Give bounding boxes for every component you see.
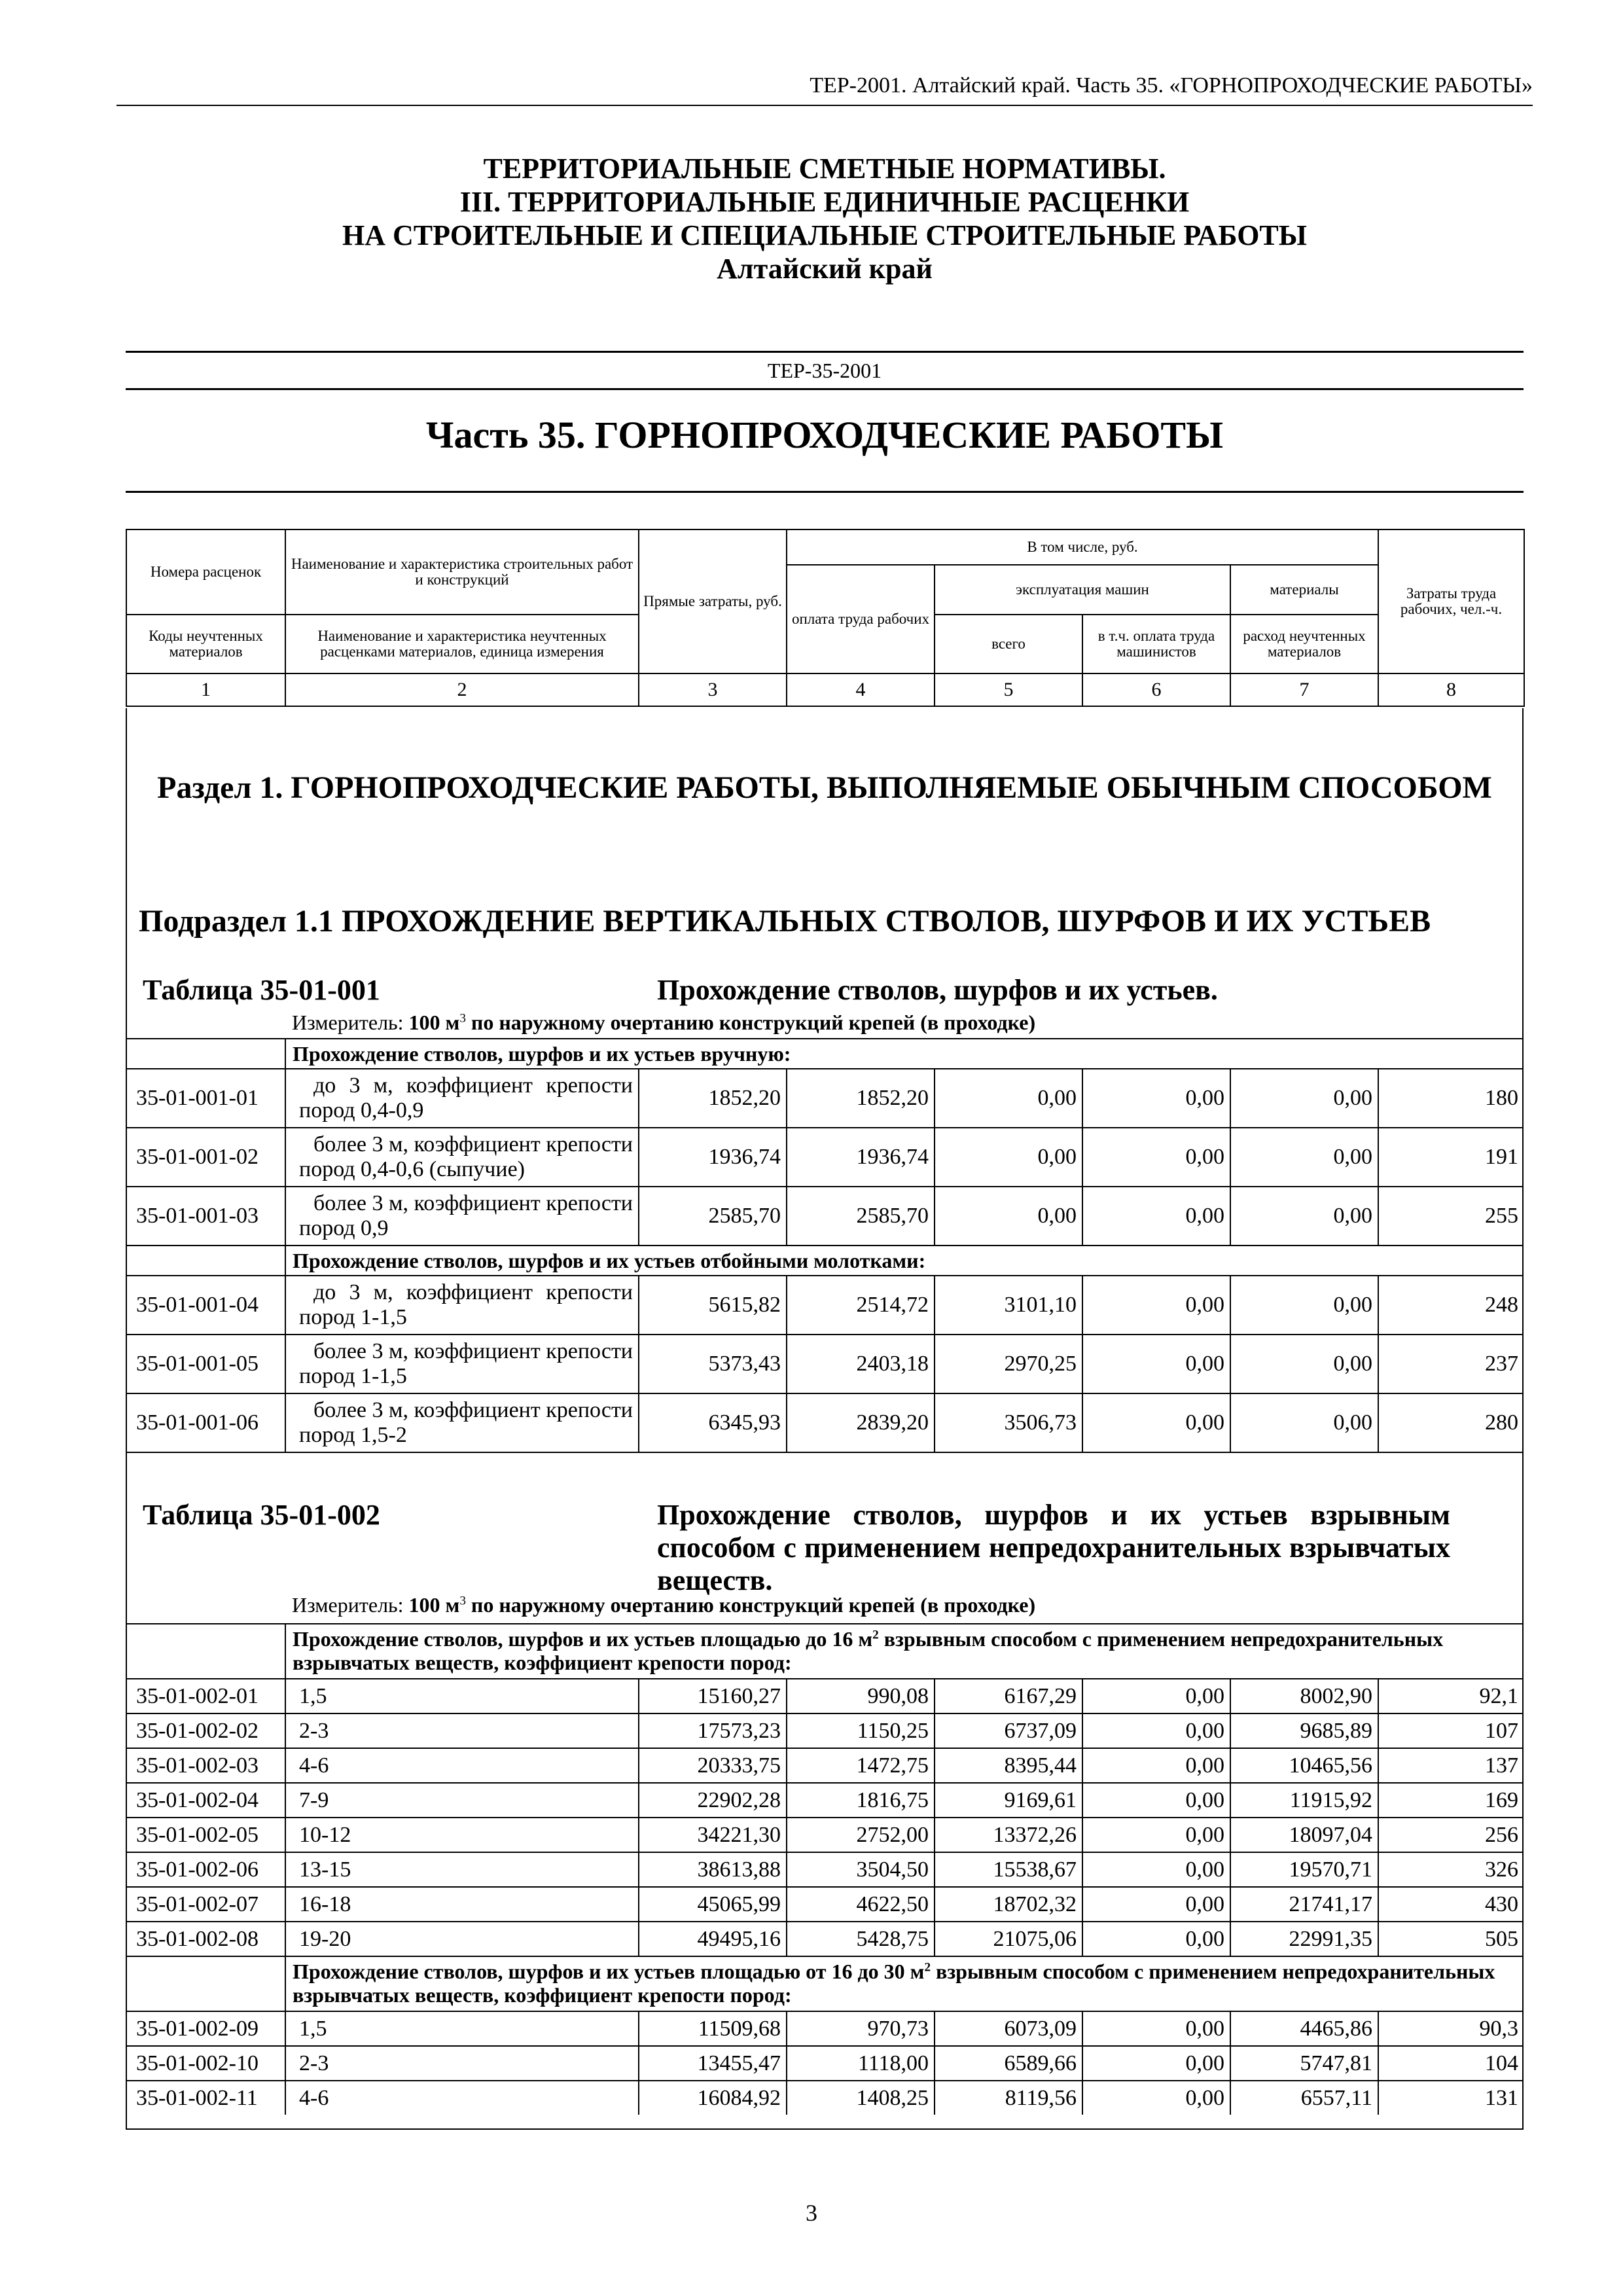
cell-code: 35-01-002-02 xyxy=(136,1718,259,1743)
table-row xyxy=(126,1393,1524,1453)
cell-labor-pay: 1408,25 xyxy=(786,2081,934,2115)
cell-machinist-pay: 0,00 xyxy=(1082,1818,1230,1852)
cell-machines-total: 6589,66 xyxy=(934,2047,1082,2080)
cell-direct-cost: 6345,93 xyxy=(638,1394,786,1452)
col1-bottom-header: Коды неучтенных материалов xyxy=(126,615,285,673)
cell-labor-hours: 237 xyxy=(1378,1335,1524,1393)
cell-labor-pay: 2514,72 xyxy=(786,1276,934,1334)
table-row xyxy=(126,1186,1524,1245)
section-title: Раздел 1. ГОРНОПРОХОДЧЕСКИЕ РАБОТЫ, ВЫПОЛНЯЕМЫЕ ОБЫЧНЫМ СПОСОБОМ xyxy=(157,770,1492,805)
group-label xyxy=(285,1957,1524,2011)
page-number: 3 xyxy=(806,2200,817,2226)
col2-bottom-header: Наименование и характеристика неучтенных расценками материалов, единица измерения xyxy=(285,615,639,673)
cell-name: 1,5 xyxy=(285,2012,638,2045)
cell-labor-hours: 326 xyxy=(1378,1853,1524,1886)
cell-labor-hours: 191 xyxy=(1378,1128,1524,1186)
cell-labor-pay: 2839,20 xyxy=(786,1394,934,1452)
cell-code: 35-01-001-01 xyxy=(136,1086,259,1110)
cell-machinist-pay: 0,00 xyxy=(1082,1784,1230,1817)
cell-labor-pay: 1852,20 xyxy=(786,1069,934,1127)
cell-materials: 11915,92 xyxy=(1230,1784,1378,1817)
cell-machines-total: 18702,32 xyxy=(934,1888,1082,1921)
table-label: Таблица 35-01-002 xyxy=(143,1499,380,1531)
cell-materials: 4465,86 xyxy=(1230,2012,1378,2045)
cell-machines-total: 15538,67 xyxy=(934,1853,1082,1886)
table-row xyxy=(126,1334,1524,1393)
cell-labor-hours: 180 xyxy=(1378,1069,1524,1127)
cell-materials: 6557,11 xyxy=(1230,2081,1378,2115)
cell-machines-total: 8395,44 xyxy=(934,1749,1082,1782)
cell-machines-total: 3506,73 xyxy=(934,1394,1082,1452)
cell-labor-pay: 5428,75 xyxy=(786,1922,934,1956)
document-title-line: ТЕРРИТОРИАЛЬНЫЕ СМЕТНЫЕ НОРМАТИВЫ. xyxy=(483,152,1166,185)
cell-direct-cost: 16084,92 xyxy=(638,2081,786,2115)
table-caption: Прохождение стволов, шурфов и их устьев взрывным способом с применением непредохранительных взрывчатых веществ. xyxy=(657,1499,1450,1596)
cell-code: 35-01-002-04 xyxy=(136,1787,259,1812)
cell-materials: 0,00 xyxy=(1230,1069,1378,1127)
cell-labor-pay: 3504,50 xyxy=(786,1853,934,1886)
cell-code: 35-01-002-03 xyxy=(136,1753,259,1778)
measure-rest: по наружному очертанию конструкций крепей (в проходке) xyxy=(471,1011,1036,1034)
cell-name: до 3 м, коэффициент крепости пород 0,4-0,9 xyxy=(285,1069,638,1127)
cell-labor-pay: 1472,75 xyxy=(786,1749,934,1782)
cell-name: более 3 м, коэффициент крепости пород 0,9 xyxy=(285,1187,638,1245)
column-number: 2 xyxy=(285,673,639,706)
cell-code: 35-01-001-02 xyxy=(136,1145,259,1169)
table-caption: Прохождение стволов, шурфов и их устьев. xyxy=(657,974,1218,1006)
cell-name: более 3 м, коэффициент крепости пород 1-1,5 xyxy=(285,1335,638,1393)
table-row xyxy=(126,1886,1524,1921)
cell-machinist-pay: 0,00 xyxy=(1082,1749,1230,1782)
cell-labor-pay: 1118,00 xyxy=(786,2047,934,2080)
cell-machinist-pay: 0,00 xyxy=(1082,1276,1230,1334)
cell-machinist-pay: 0,00 xyxy=(1082,1853,1230,1886)
group-label-text: Прохождение стволов, шурфов и их устьев площадью до 16 м xyxy=(293,1627,873,1651)
cell-code: 35-01-002-01 xyxy=(136,1683,259,1708)
cell-labor-hours: 248 xyxy=(1378,1276,1524,1334)
col5-header: всего xyxy=(935,615,1082,673)
cell-labor-pay: 2752,00 xyxy=(786,1818,934,1852)
cell-materials: 10465,56 xyxy=(1230,1749,1378,1782)
cell-direct-cost: 20333,75 xyxy=(638,1749,786,1782)
running-head: ТЕР-2001. Алтайский край. Часть 35. «ГОРНОПРОХОДЧЕСКИЕ РАБОТЫ» xyxy=(116,73,1533,106)
cell-labor-hours: 430 xyxy=(1378,1888,1524,1921)
cell-machines-total: 9169,61 xyxy=(934,1784,1082,1817)
cell-name: до 3 м, коэффициент крепости пород 1-1,5 xyxy=(285,1276,638,1334)
column-header-table xyxy=(126,529,1525,707)
cell-direct-cost: 22902,28 xyxy=(638,1784,786,1817)
table-row xyxy=(126,1127,1524,1186)
table-row xyxy=(126,1921,1524,1956)
cell-name: 7-9 xyxy=(285,1784,638,1817)
table-row xyxy=(126,2080,1524,2115)
group-row xyxy=(126,1623,1524,1678)
measure-value: 100 м xyxy=(408,1593,460,1617)
col8-header: Затраты труда рабочих, чел.-ч. xyxy=(1378,529,1524,673)
cell-code: 35-01-001-05 xyxy=(136,1352,259,1376)
document-code: ТЕР-35-2001 xyxy=(126,351,1524,390)
cell-machinist-pay: 0,00 xyxy=(1082,2047,1230,2080)
cell-machinist-pay: 0,00 xyxy=(1082,1888,1230,1921)
cell-labor-hours: 137 xyxy=(1378,1749,1524,1782)
cell-machines-total: 2970,25 xyxy=(934,1335,1082,1393)
cell-code: 35-01-001-03 xyxy=(136,1204,259,1228)
document-title-line: III. ТЕРРИТОРИАЛЬНЫЕ ЕДИНИЧНЫЕ РАСЦЕНКИ xyxy=(459,186,1190,218)
cell-machinist-pay: 0,00 xyxy=(1082,1679,1230,1713)
cell-code: 35-01-002-05 xyxy=(136,1822,259,1847)
cell-labor-pay: 1150,25 xyxy=(786,1714,934,1748)
cell-name: 2-3 xyxy=(285,2047,638,2080)
cell-code: 35-01-001-04 xyxy=(136,1293,259,1317)
cell-direct-cost: 45065,99 xyxy=(638,1888,786,1921)
cell-materials: 9685,89 xyxy=(1230,1714,1378,1748)
cell-labor-hours: 90,3 xyxy=(1378,2012,1524,2045)
group-label-sup: 2 xyxy=(924,1960,931,1975)
cell-machines-total: 8119,56 xyxy=(934,2081,1082,2115)
table-row xyxy=(126,1068,1524,1127)
cell-materials: 19570,71 xyxy=(1230,1853,1378,1886)
machines-header: эксплуатация машин xyxy=(935,565,1230,615)
cell-name: более 3 м, коэффициент крепости пород 0,4-0,6 (сыпучие) xyxy=(285,1128,638,1186)
measure-sup: 3 xyxy=(459,1594,466,1608)
cell-machinist-pay: 0,00 xyxy=(1082,1335,1230,1393)
cell-materials: 0,00 xyxy=(1230,1187,1378,1245)
cell-materials: 22991,35 xyxy=(1230,1922,1378,1956)
column-number: 4 xyxy=(787,673,935,706)
cell-direct-cost: 34221,30 xyxy=(638,1818,786,1852)
cell-direct-cost: 13455,47 xyxy=(638,2047,786,2080)
included-header: В том числе, руб. xyxy=(787,529,1378,565)
cell-machinist-pay: 0,00 xyxy=(1082,1128,1230,1186)
cell-labor-hours: 107 xyxy=(1378,1714,1524,1748)
measure-prefix: Измеритель: xyxy=(292,1593,404,1617)
cell-materials: 0,00 xyxy=(1230,1335,1378,1393)
table-row xyxy=(126,1782,1524,1817)
measure-prefix: Измеритель: xyxy=(292,1011,404,1034)
document-title xyxy=(116,152,1533,285)
part-title: Часть 35. ГОРНОПРОХОДЧЕСКИЕ РАБОТЫ xyxy=(126,412,1524,493)
cell-materials: 8002,90 xyxy=(1230,1679,1378,1713)
cell-labor-pay: 970,73 xyxy=(786,2012,934,2045)
col3-header: Прямые затраты, руб. xyxy=(639,529,787,673)
group-label-text: взрывным способом с применением непредохранительных взрывчатых веществ, коэффициент крепости пород: xyxy=(293,1960,1495,2007)
cell-code: 35-01-002-09 xyxy=(136,2016,259,2041)
cell-direct-cost: 5615,82 xyxy=(638,1276,786,1334)
table-row xyxy=(126,1817,1524,1852)
group-row xyxy=(126,1245,1524,1275)
cell-machines-total: 0,00 xyxy=(934,1069,1082,1127)
cell-name: 13-15 xyxy=(285,1853,638,1886)
cell-code: 35-01-002-07 xyxy=(136,1892,259,1916)
cell-machinist-pay: 0,00 xyxy=(1082,2012,1230,2045)
cell-name: 2-3 xyxy=(285,1714,638,1748)
cell-labor-pay: 2403,18 xyxy=(786,1335,934,1393)
table-measure xyxy=(292,1009,1035,1035)
cell-machinist-pay: 0,00 xyxy=(1082,1394,1230,1452)
cell-labor-hours: 131 xyxy=(1378,2081,1524,2115)
cell-labor-pay: 1936,74 xyxy=(786,1128,934,1186)
cell-machinist-pay: 0,00 xyxy=(1082,1069,1230,1127)
cell-labor-hours: 280 xyxy=(1378,1394,1524,1452)
cell-code: 35-01-002-11 xyxy=(136,2085,258,2110)
cell-labor-pay: 4622,50 xyxy=(786,1888,934,1921)
cell-machines-total: 6737,09 xyxy=(934,1714,1082,1748)
table-measure xyxy=(292,1592,1035,1618)
table-row xyxy=(126,1852,1524,1886)
group-label-sup: 2 xyxy=(872,1628,879,1642)
materials-header: материалы xyxy=(1230,565,1378,615)
cell-code: 35-01-002-08 xyxy=(136,1926,259,1951)
cell-code: 35-01-002-10 xyxy=(136,2051,259,2075)
table-row xyxy=(126,2045,1524,2080)
col4-header: оплата труда рабочих xyxy=(787,565,935,673)
cell-machinist-pay: 0,00 xyxy=(1082,1187,1230,1245)
cell-machines-total: 3101,10 xyxy=(934,1276,1082,1334)
group-label: Прохождение стволов, шурфов и их устьев отбойными молотками: xyxy=(285,1246,1524,1275)
cell-name: 4-6 xyxy=(285,2081,638,2115)
cell-direct-cost: 1852,20 xyxy=(638,1069,786,1127)
cell-machines-total: 13372,26 xyxy=(934,1818,1082,1852)
group-label xyxy=(285,1624,1524,1678)
cell-labor-pay: 1816,75 xyxy=(786,1784,934,1817)
cell-name: 4-6 xyxy=(285,1749,638,1782)
table-label: Таблица 35-01-001 xyxy=(143,974,380,1006)
cell-labor-hours: 256 xyxy=(1378,1818,1524,1852)
cell-machines-total: 6167,29 xyxy=(934,1679,1082,1713)
column-number: 5 xyxy=(935,673,1082,706)
column-number: 8 xyxy=(1378,673,1524,706)
cell-name: 19-20 xyxy=(285,1922,638,1956)
column-number: 3 xyxy=(639,673,787,706)
cell-labor-hours: 505 xyxy=(1378,1922,1524,1956)
cell-code: 35-01-001-06 xyxy=(136,1410,259,1435)
group-label: Прохождение стволов, шурфов и их устьев вручную: xyxy=(285,1039,1524,1068)
cell-materials: 0,00 xyxy=(1230,1276,1378,1334)
cell-materials: 5747,81 xyxy=(1230,2047,1378,2080)
column-number: 6 xyxy=(1082,673,1230,706)
table-row xyxy=(126,2011,1524,2045)
cell-machines-total: 21075,06 xyxy=(934,1922,1082,1956)
measure-value: 100 м xyxy=(408,1011,460,1034)
col7-header: расход неучтенных материалов xyxy=(1230,615,1378,673)
cell-name: 1,5 xyxy=(285,1679,638,1713)
group-label-text: взрывным способом с применением непредохранительных взрывчатых веществ, коэффициент крепости пород: xyxy=(293,1627,1444,1674)
table-row xyxy=(126,1748,1524,1782)
cell-code: 35-01-002-06 xyxy=(136,1857,259,1882)
group-label-text: Прохождение стволов, шурфов и их устьев площадью от 16 до 30 м xyxy=(293,1960,925,1983)
cell-materials: 18097,04 xyxy=(1230,1818,1378,1852)
column-number: 1 xyxy=(126,673,285,706)
cell-direct-cost: 38613,88 xyxy=(638,1853,786,1886)
group-row xyxy=(126,1038,1524,1068)
cell-machinist-pay: 0,00 xyxy=(1082,1922,1230,1956)
cell-machines-total: 6073,09 xyxy=(934,2012,1082,2045)
cell-labor-pay: 2585,70 xyxy=(786,1187,934,1245)
document-title-line: НА СТРОИТЕЛЬНЫЕ И СПЕЦИАЛЬНЫЕ СТРОИТЕЛЬНЫЕ РАБОТЫ xyxy=(342,219,1307,251)
cell-name: 16-18 xyxy=(285,1888,638,1921)
cell-direct-cost: 5373,43 xyxy=(638,1335,786,1393)
cell-materials: 21741,17 xyxy=(1230,1888,1378,1921)
cell-direct-cost: 2585,70 xyxy=(638,1187,786,1245)
cell-labor-hours: 255 xyxy=(1378,1187,1524,1245)
document-title-region: Алтайский край xyxy=(717,253,933,285)
cell-direct-cost: 49495,16 xyxy=(638,1922,786,1956)
cell-labor-hours: 104 xyxy=(1378,2047,1524,2080)
group-row xyxy=(126,1956,1524,2011)
cell-materials: 0,00 xyxy=(1230,1128,1378,1186)
table-row xyxy=(126,1275,1524,1334)
cell-direct-cost: 1936,74 xyxy=(638,1128,786,1186)
table-row xyxy=(126,1713,1524,1748)
table-row xyxy=(126,1678,1524,1713)
cell-machinist-pay: 0,00 xyxy=(1082,2081,1230,2115)
cell-direct-cost: 17573,23 xyxy=(638,1714,786,1748)
cell-materials: 0,00 xyxy=(1230,1394,1378,1452)
column-number: 7 xyxy=(1230,673,1378,706)
cell-direct-cost: 15160,27 xyxy=(638,1679,786,1713)
col2-top-header: Наименование и характеристика строительных работ и конструкций xyxy=(285,529,639,615)
cell-machines-total: 0,00 xyxy=(934,1128,1082,1186)
cell-labor-hours: 169 xyxy=(1378,1784,1524,1817)
col1-top-header: Номера расценок xyxy=(126,529,285,615)
cell-machines-total: 0,00 xyxy=(934,1187,1082,1245)
cell-name: 10-12 xyxy=(285,1818,638,1852)
col6-header: в т.ч. оплата труда машинистов xyxy=(1082,615,1230,673)
cell-labor-pay: 990,08 xyxy=(786,1679,934,1713)
cell-direct-cost: 11509,68 xyxy=(638,2012,786,2045)
subsection-title: Подраздел 1.1 ПРОХОЖДЕНИЕ ВЕРТИКАЛЬНЫХ СТВОЛОВ, ШУРФОВ И ИХ УСТЬЕВ xyxy=(139,904,1431,939)
measure-sup: 3 xyxy=(459,1011,466,1026)
cell-name: более 3 м, коэффициент крепости пород 1,5-2 xyxy=(285,1394,638,1452)
cell-labor-hours: 92,1 xyxy=(1378,1679,1524,1713)
cell-machinist-pay: 0,00 xyxy=(1082,1714,1230,1748)
measure-rest: по наружному очертанию конструкций крепей (в проходке) xyxy=(471,1593,1036,1617)
